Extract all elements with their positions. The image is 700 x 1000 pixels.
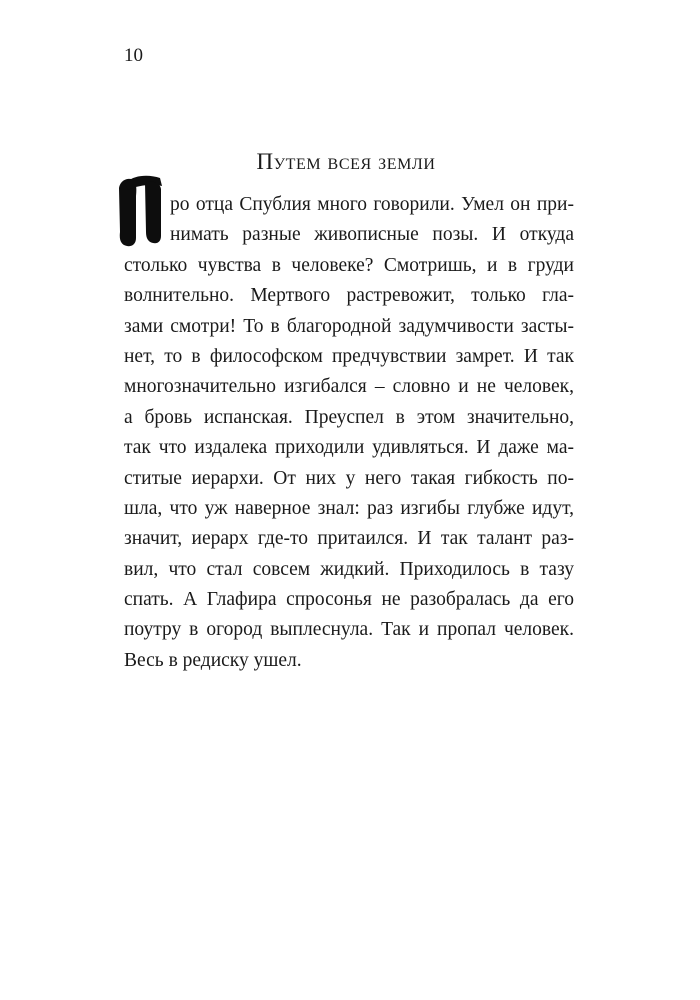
text-line: так что издалека приходили удивляться. И даже ма- bbox=[124, 437, 574, 459]
text-line: многозначительно изгибался – словно и не человек, bbox=[124, 376, 574, 398]
text-line: а бровь испанская. Преуспел в этом значительно, bbox=[124, 406, 574, 428]
text-line: поутру в огород выплеснула. Так и пропал человек. bbox=[124, 619, 574, 641]
text-line: вил, что стал совсем жидкий. Приходилось в тазу bbox=[124, 558, 574, 580]
text-line: ститые иерархи. От них у него такая гибкость по- bbox=[124, 467, 574, 489]
text-line: столько чувства в человеке? Смотришь, и в груди bbox=[124, 254, 574, 276]
chapter-title: Путем всея земли bbox=[256, 149, 436, 174]
page-number: 10 bbox=[124, 45, 143, 66]
text-line: Весь в редиску ушел. bbox=[124, 649, 302, 671]
text-line: спать. А Глафира спросонья не разобралась да его bbox=[124, 589, 574, 611]
text-line: ро отца Спублия много говорили. Умел он при- bbox=[170, 194, 574, 215]
text-line: зами смотри! То в благородной задумчивости засты- bbox=[124, 315, 574, 337]
text-line: нимать разные живописные позы. И откуда bbox=[170, 224, 574, 246]
text-line: шла, что уж наверное знал: раз изгибы глубже идут, bbox=[124, 497, 574, 519]
text-line: нет, то в философском предчувствии замрет. И так bbox=[124, 345, 574, 367]
text-line: значит, иерарх где-то притаился. И так талант раз- bbox=[124, 528, 574, 550]
body-text bbox=[124, 190, 574, 676]
text-line: волнительно. Мертвого растревожит, только гла- bbox=[124, 285, 574, 307]
